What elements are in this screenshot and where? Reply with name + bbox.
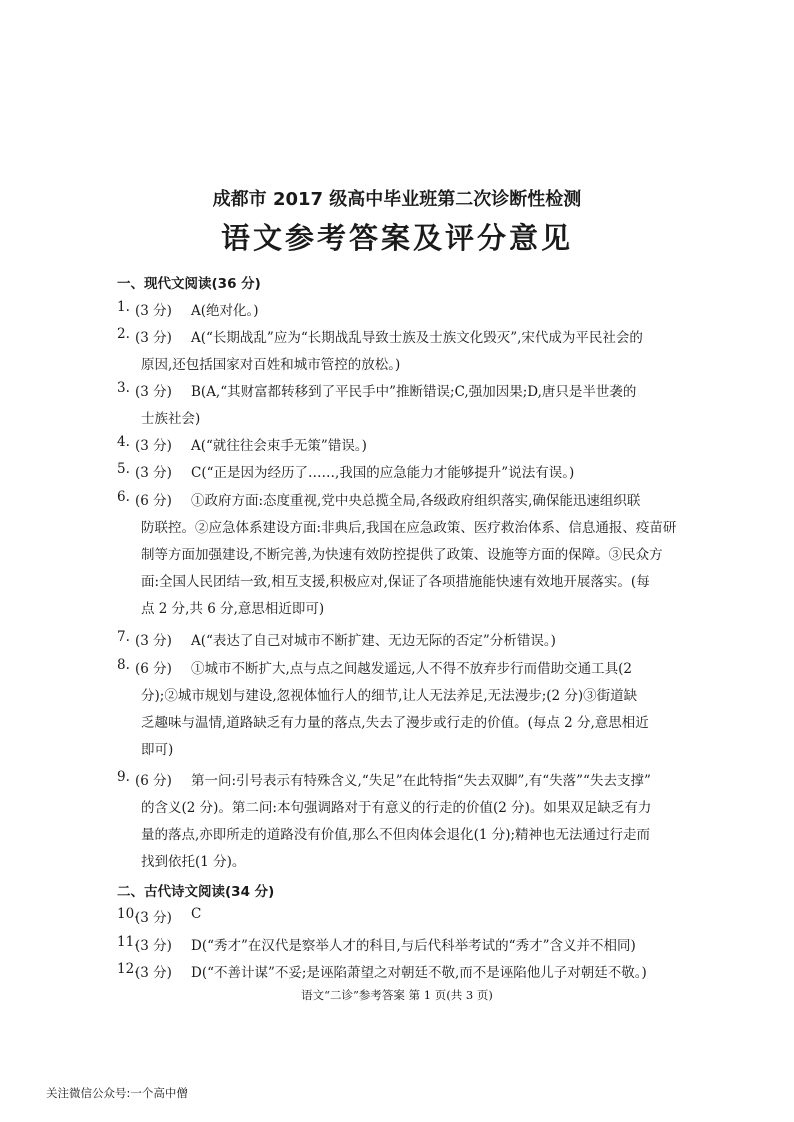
- answer-line: 防联控。②应急体系建设方面:非典后,我国在应急政策、医疗救治体系、信息通报、疫苗研: [141, 520, 677, 536]
- answer-line: 即可): [141, 742, 174, 758]
- item-number: 11.: [117, 934, 139, 950]
- answer-line: 士族社会): [141, 411, 201, 427]
- section-heading-modern-reading: 一、现代文阅读(36 分): [117, 276, 261, 292]
- item-number: 8.: [117, 657, 130, 673]
- item-number: 6.: [117, 489, 130, 505]
- answer-line: 点 2 分,共 6 分,意思相近即可): [141, 601, 325, 617]
- item-score: (3 分): [135, 965, 172, 981]
- item-score: (6 分): [135, 661, 172, 677]
- exam-title: 成都市 2017 级高中毕业班第二次诊断性检测: [212, 189, 582, 210]
- item-number: 1.: [117, 299, 130, 315]
- item-number: 2.: [117, 326, 130, 342]
- answer-line: C: [191, 906, 202, 922]
- answer-line: ①城市不断扩大,点与点之间越发遥远,人不得不放弃步行而借助交通工具(2: [191, 661, 632, 677]
- answer-line: A(绝对化。): [191, 303, 259, 319]
- item-score: (3 分): [135, 330, 172, 346]
- answer-line: A(“表达了自己对城市不断扩建、无边无际的否定”分析错误。): [191, 633, 556, 649]
- answer-line: 乏趣味与温情,道路缺乏有力量的落点,失去了漫步或行走的价值。(每点 2 分,意思相近: [141, 715, 649, 731]
- answer-line: D(“不善计谋”不妥;是诬陷萧望之对朝廷不敬,而不是诬陷他儿子对朝廷不敬。): [191, 965, 647, 981]
- answer-line: ①政府方面:态度重视,党中央总揽全局,各级政府组织落实,确保能迅速组织联: [191, 493, 641, 509]
- item-score: (3 分): [135, 303, 172, 319]
- answer-line: B(A,“其财富都转移到了平民手中”推断错误;C,强加因果;D,唐只是半世袭的: [191, 384, 637, 400]
- item-number: 10.: [117, 906, 139, 922]
- section-heading-classical-reading: 二、古代诗文阅读(34 分): [117, 884, 275, 900]
- answer-line: 第一问:引号表示有特殊含义,“失足”在此特指“失去双脚”,有“失落”“失去支撑”: [191, 773, 651, 789]
- item-number: 4.: [117, 434, 130, 450]
- item-score: (6 分): [135, 493, 172, 509]
- item-score: (3 分): [135, 384, 172, 400]
- item-score: (3 分): [135, 910, 172, 926]
- answer-line: A(“就往往会束手无策”错误。): [191, 438, 367, 454]
- item-score: (3 分): [135, 465, 172, 481]
- answer-line: 量的落点,亦即所走的道路没有价值,那么不但肉体会退化(1 分);精神也无法通过行走而: [141, 827, 651, 843]
- item-number: 12.: [117, 961, 139, 977]
- item-number: 9.: [117, 769, 130, 785]
- answer-line: 制等方面加强建设,不断完善,为快速有效防控提供了政策、设施等方面的保障。③民众方: [141, 547, 663, 563]
- item-number: 3.: [117, 380, 130, 396]
- page-footer: 语文“二诊”参考答案 第 1 页(共 3 页): [301, 988, 493, 1002]
- item-score: (3 分): [135, 438, 172, 454]
- item-score: (3 分): [135, 633, 172, 649]
- item-number: 7.: [117, 629, 130, 645]
- answer-line: 原因,还包括国家对百姓和城市管控的放松。): [141, 357, 401, 373]
- answer-line: 的含义(2 分)。第二问:本句强调路对于有意义的行走的价值(2 分)。如果双足缺乏有力: [141, 800, 652, 816]
- watermark-text: 关注微信公众号:一个高中僧: [46, 1086, 188, 1100]
- answer-line: 找到依托(1 分)。: [141, 854, 246, 870]
- item-number: 5.: [117, 461, 130, 477]
- answer-line: C(“正是因为经历了……,我国的应急能力才能够提升”说法有误。): [191, 465, 575, 481]
- answer-line: 分);②城市规划与建设,忽视体恤行人的细节,让人无法养足,无法漫步;(2 分)③街道缺: [141, 688, 638, 704]
- answer-line: A(“长期战乱”应为“长期战乱导致士族及士族文化毁灭”,宋代成为平民社会的: [191, 330, 643, 346]
- document-title: 语文参考答案及评分意见: [220, 221, 573, 255]
- answer-line: 面:全国人民团结一致,相互支援,积极应对,保证了各项措施能快速有效地开展落实。(每: [141, 574, 650, 590]
- item-score: (3 分): [135, 938, 172, 954]
- item-score: (6 分): [135, 773, 172, 789]
- answer-line: D(“秀才”在汉代是察举人才的科目,与后代科举考试的“秀才”含义并不相同): [191, 938, 636, 954]
